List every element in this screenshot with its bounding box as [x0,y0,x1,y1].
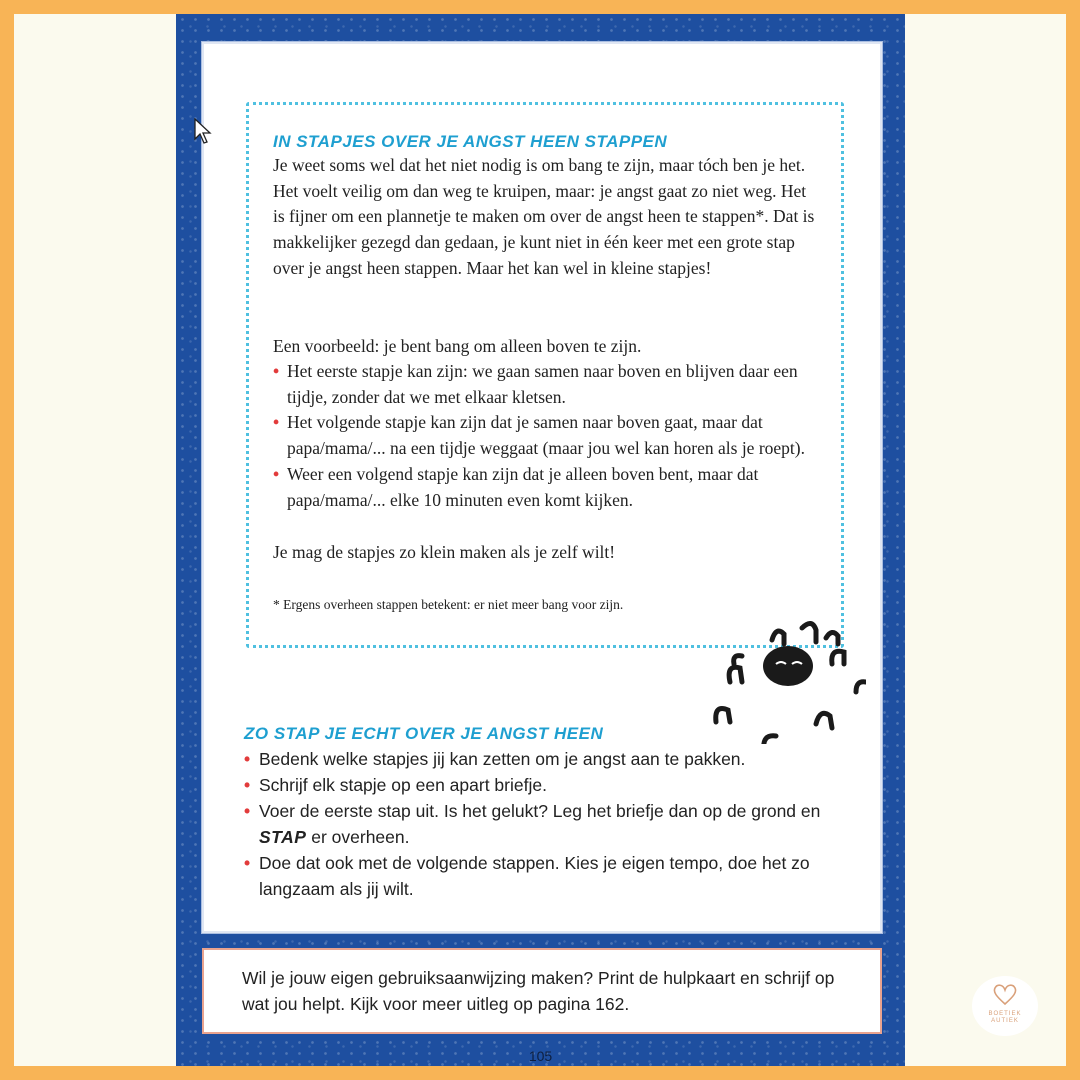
step-text: Voer de eerste stap uit. Is het gelukt? Leg het briefje dan op de grond en [259,801,821,821]
logo-line2: AUTIEK [991,1018,1019,1024]
info-box-intro: Je weet soms wel dat het niet nodig is om bang te zijn, maar tóch ben je het. Het voelt veilig om dan weg te kruipen, maar: je angst gaat zo niet weg. Het is fijner om een plannetje te maken om over de angst heen te stappen*. Dat is makkelijker gezegd dan gedaan, je kunt niet in één keer met een grote stap over je angst heen stappen. Maar het kan wel in kleine stapjes! [273,155,815,278]
bottom-info-text: Wil je jouw eigen gebruiksaanwijzing maken? Print de hulpkaart en schrijf op wat jou helpt. Kijk voor meer uitleg op pagina 162. [242,968,835,1014]
stap-highlight: STAP [259,827,307,847]
list-item: • Het volgende stapje kan zijn dat je samen naar boven gaat, maar dat papa/mama/... na een tijdje weggaat (maar jou wel kan horen als je roept). [273,410,825,461]
info-box-list [273,359,825,513]
logo-line1: BOETIEK [988,1011,1022,1017]
steps-list [244,746,844,902]
list-item: • Schrijf elk stapje op een apart briefje. [244,772,844,798]
info-box-closing: Je mag de stapjes zo klein maken als je zelf wilt! [273,542,616,562]
main-card [202,42,882,933]
info-box-example: Een voorbeeld: je bent bang om alleen boven te zijn. [273,336,642,356]
list-item: • Weer een volgend stapje kan zijn dat je alleen boven bent, maar dat papa/mama/... elke 10 minuten even komt kijken. [273,462,825,513]
step-text: er overheen. [306,827,410,847]
page-number: 105 [528,1048,553,1064]
mouse-pointer-icon [194,118,212,146]
bottom-info-box [202,948,882,1034]
spider-icon [706,604,866,744]
book-page [176,14,905,1066]
list-item: • Bedenk welke stapjes jij kan zetten om je angst aan te pakken. [244,746,844,772]
list-item: • Het eerste stapje kan zijn: we gaan samen naar boven en blijven daar een tijdje, zonder dat we met elkaar kletsen. [273,359,825,410]
list-item: • Doe dat ook met de volgende stappen. Kies je eigen tempo, doe het zo langzaam als jij wilt. [244,850,844,902]
footnote: * Ergens overheen stappen betekent: er niet meer bang voor zijn. [273,597,624,612]
list-item [244,798,844,850]
steps-heading: ZO STAP JE ECHT OVER JE ANGST HEEN [244,724,604,743]
info-box [246,102,844,648]
brand-logo [972,976,1038,1036]
info-box-heading: IN STAPJES OVER JE ANGST HEEN STAPPEN [273,132,668,151]
heart-icon [992,982,1018,1006]
